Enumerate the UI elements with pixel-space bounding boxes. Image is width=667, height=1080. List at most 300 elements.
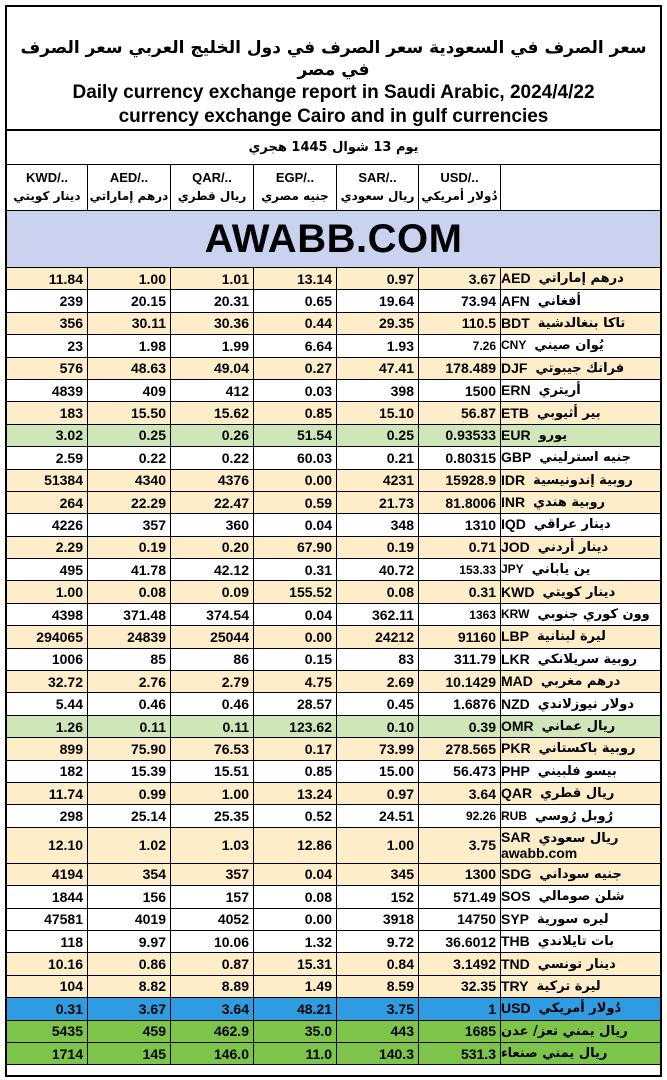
currency-label: [501, 425, 660, 446]
rate-cell-sar: 1.00: [337, 828, 419, 863]
currency-name: روبية باكستاني: [538, 741, 636, 757]
currency-label: [501, 447, 660, 468]
rate-cell-egp: 0.85: [254, 402, 337, 423]
rate-cell-egp: 123.62: [254, 716, 337, 737]
currency-name: تاكا بنغالدشية: [537, 315, 626, 331]
rate-cell-aed: 354: [88, 864, 171, 885]
rate-cell-sar: 24.51: [337, 805, 419, 826]
rate-cell-egp: 35.0: [254, 1021, 337, 1042]
currency-name: يُوان صيني: [534, 338, 604, 354]
currency-label: [501, 693, 660, 714]
rate-row-pkr: [7, 738, 660, 760]
rate-cell-kwd: 2.59: [7, 447, 88, 468]
rate-cell-qar: 462.9: [171, 1021, 254, 1042]
currency-label: [501, 783, 660, 804]
rate-row-kwd: [7, 581, 660, 603]
rate-cell-egp: 60.03: [254, 447, 337, 468]
currency-code: ERN: [501, 382, 531, 399]
rate-cell-usd: 531.3: [419, 1043, 501, 1064]
rate-cell-egp: 0.00: [254, 909, 337, 930]
rates-table-body: [7, 268, 660, 1065]
rate-row-qar: [7, 783, 660, 805]
rate-cell-kwd: 298: [7, 805, 88, 826]
currency-code: SDG: [501, 865, 532, 882]
rate-row-yer-33: [7, 1021, 660, 1043]
rate-cell-usd: 36.6012: [419, 931, 501, 952]
column-header-sar: [337, 165, 419, 210]
currency-label: [501, 290, 660, 311]
rate-cell-qar: 0.87: [171, 953, 254, 974]
currency-name: ريال يمني صنعاء: [501, 1046, 608, 1062]
rate-cell-usd: 32.35: [419, 976, 501, 997]
currency-name: أريتري: [538, 383, 581, 399]
rate-cell-kwd: 183: [7, 402, 88, 423]
rate-cell-qar: 25.35: [171, 805, 254, 826]
rate-cell-aed: 75.90: [88, 738, 171, 759]
column-header-qar: [171, 165, 254, 210]
currency-name: دينار عراقي: [533, 517, 611, 533]
rate-row-syp: [7, 909, 660, 931]
rate-cell-usd: 0.93533: [419, 425, 501, 446]
column-name: ريال قطري: [177, 189, 247, 203]
currency-name: ريال قطري: [540, 786, 615, 802]
rate-cell-egp: 0.15: [254, 649, 337, 670]
rate-cell-sar: 8.59: [337, 976, 419, 997]
rate-cell-egp: 6.64: [254, 335, 337, 356]
rate-cell-sar: 0.97: [337, 268, 419, 289]
currency-code: RUB: [501, 808, 527, 823]
rate-cell-qar: 49.04: [171, 358, 254, 379]
rate-row-ern: [7, 380, 660, 402]
rate-cell-usd: 1310: [419, 514, 501, 535]
currency-label: [501, 313, 660, 334]
currency-name: بير أثيوبي: [537, 405, 601, 421]
rate-cell-usd: 3.67: [419, 268, 501, 289]
rate-cell-qar: 76.53: [171, 738, 254, 759]
rate-cell-sar: 0.19: [337, 537, 419, 558]
rate-cell-kwd: 104: [7, 976, 88, 997]
rate-cell-egp: 0.00: [254, 470, 337, 491]
column-code: QAR/..: [192, 170, 232, 185]
rate-cell-aed: 156: [88, 886, 171, 907]
rate-cell-usd: 91160: [419, 626, 501, 647]
rate-row-inr: [7, 492, 660, 514]
rate-cell-aed: 9.97: [88, 931, 171, 952]
rate-cell-qar: 30.36: [171, 313, 254, 334]
rate-cell-usd: 1685: [419, 1021, 501, 1042]
currency-name: بيسو فلبيني: [537, 763, 617, 779]
rate-cell-aed: 4340: [88, 470, 171, 491]
rate-cell-aed: 357: [88, 514, 171, 535]
currency-code: KWD: [501, 583, 535, 600]
rate-row-iqd: [7, 514, 660, 536]
rate-cell-egp: 0.08: [254, 886, 337, 907]
rate-cell-usd: 3.64: [419, 783, 501, 804]
currency-code: EUR: [501, 426, 531, 443]
column-name: جنيه مصري: [261, 189, 329, 203]
rate-cell-aed: 0.08: [88, 581, 171, 602]
rate-cell-sar: 362.11: [337, 604, 419, 625]
currency-code: TRY: [501, 977, 529, 994]
rate-cell-usd: 15928.9: [419, 470, 501, 491]
currency-label: [501, 402, 660, 423]
rate-cell-egp: 0.17: [254, 738, 337, 759]
rate-cell-sar: 3918: [337, 909, 419, 930]
brand-banner: AWABB.COM: [7, 211, 660, 268]
rate-cell-aed: 0.86: [88, 953, 171, 974]
rate-cell-kwd: 10.16: [7, 953, 88, 974]
rate-cell-usd: 1300: [419, 864, 501, 885]
currency-code: IQD: [501, 516, 526, 533]
rate-cell-qar: 360: [171, 514, 254, 535]
currency-code: JOD: [501, 538, 530, 555]
rate-cell-kwd: 1006: [7, 649, 88, 670]
column-code: USD/..: [440, 170, 479, 185]
rate-cell-qar: 25044: [171, 626, 254, 647]
rate-cell-usd: 56.87: [419, 402, 501, 423]
rate-cell-kwd: 576: [7, 358, 88, 379]
currency-code: SOS: [501, 888, 531, 905]
rate-cell-egp: 15.31: [254, 953, 337, 974]
currency-name: فرانك جيبوتي: [535, 360, 625, 376]
rate-cell-egp: 0.04: [254, 864, 337, 885]
rate-cell-qar: 0.09: [171, 581, 254, 602]
rate-cell-egp: 0.03: [254, 380, 337, 401]
rate-cell-egp: 67.90: [254, 537, 337, 558]
rate-row-sdg: [7, 864, 660, 886]
rate-row-lbp: [7, 626, 660, 648]
rate-cell-aed: 0.99: [88, 783, 171, 804]
rate-cell-kwd: 51384: [7, 470, 88, 491]
column-name: دُولار أمريكي: [421, 189, 498, 203]
rate-cell-aed: 22.29: [88, 492, 171, 513]
currency-label: [501, 716, 660, 737]
rate-cell-usd: 1.6876: [419, 693, 501, 714]
rate-cell-sar: 0.45: [337, 693, 419, 714]
currency-name: شلن صومالي: [538, 889, 625, 905]
rate-cell-qar: 1.99: [171, 335, 254, 356]
rate-row-nzd: [7, 693, 660, 715]
rate-row-afn: [7, 290, 660, 312]
currency-label: [501, 931, 660, 952]
rate-cell-aed: 0.46: [88, 693, 171, 714]
rate-cell-sar: 348: [337, 514, 419, 535]
currency-name: دينار أردني: [537, 539, 609, 555]
currency-code: ETB: [501, 404, 529, 421]
rate-cell-sar: 0.21: [337, 447, 419, 468]
rate-row-lkr: [7, 649, 660, 671]
currency-name: دينار تونسي: [537, 956, 616, 972]
report-title-block: [7, 7, 660, 131]
rate-cell-qar: 2.79: [171, 671, 254, 692]
currency-name: بات تايلاندي: [537, 934, 614, 950]
rate-cell-sar: 3.75: [337, 998, 419, 1019]
currency-name: درهم مغربي: [540, 674, 621, 690]
rate-cell-usd: 81.8006: [419, 492, 501, 513]
currency-code: QAR: [501, 785, 533, 802]
rate-cell-aed: 3.67: [88, 998, 171, 1019]
rate-cell-aed: 20.15: [88, 290, 171, 311]
column-name: دينار كويتي: [13, 189, 81, 203]
rate-cell-sar: 47.41: [337, 358, 419, 379]
rate-cell-kwd: 11.84: [7, 268, 88, 289]
currency-code: USD: [501, 1000, 531, 1017]
rate-cell-kwd: 495: [7, 559, 88, 580]
title-english-line-1: Daily currency exchange report in Saudi Arabic, 2024/4/22: [72, 82, 595, 103]
currency-name: روبية هندي: [533, 495, 606, 511]
rate-cell-qar: 8.89: [171, 976, 254, 997]
rate-cell-aed: 2.76: [88, 671, 171, 692]
rate-row-yer-34: [7, 1043, 660, 1065]
rate-cell-egp: 1.49: [254, 976, 337, 997]
currency-name: يورو: [538, 427, 568, 443]
rate-cell-qar: 15.62: [171, 402, 254, 423]
currency-label: [501, 268, 660, 289]
rate-cell-kwd: 264: [7, 492, 88, 513]
currency-name: أفغاني: [537, 293, 582, 309]
rate-row-bdt: [7, 313, 660, 335]
currency-name: روبية إندونيسية: [533, 472, 633, 488]
rate-cell-usd: 1363: [419, 604, 501, 625]
rate-cell-aed: 41.78: [88, 559, 171, 580]
rate-cell-usd: 0.39: [419, 716, 501, 737]
rate-row-usd: [7, 998, 660, 1020]
rate-cell-egp: 13.24: [254, 783, 337, 804]
currency-label: [501, 828, 660, 863]
rate-cell-sar: 140.3: [337, 1043, 419, 1064]
column-name: درهم إماراتي: [89, 189, 169, 203]
currency-label: [501, 886, 660, 907]
rate-cell-aed: 25.14: [88, 805, 171, 826]
currency-code: PKR: [501, 740, 531, 757]
rate-cell-usd: 3.75: [419, 828, 501, 863]
currency-code: TND: [501, 955, 530, 972]
rate-cell-sar: 0.10: [337, 716, 419, 737]
currency-code: JPY: [501, 562, 524, 577]
rate-cell-sar: 1.93: [337, 335, 419, 356]
rate-cell-sar: 398: [337, 380, 419, 401]
rate-cell-usd: 1500: [419, 380, 501, 401]
rate-cell-qar: 0.22: [171, 447, 254, 468]
title-english-line-2: currency exchange Cairo and in gulf currencies: [118, 106, 549, 127]
currency-label: [501, 514, 660, 535]
rate-cell-egp: 13.14: [254, 268, 337, 289]
rate-cell-usd: 73.94: [419, 290, 501, 311]
currency-name: ليرة لبنانية: [537, 629, 606, 645]
rate-cell-aed: 8.82: [88, 976, 171, 997]
rate-cell-aed: 1.02: [88, 828, 171, 863]
currency-code: KRW: [501, 607, 530, 622]
currency-label: [501, 604, 660, 625]
rate-row-jpy: [7, 559, 660, 581]
rate-row-krw: [7, 604, 660, 626]
rate-cell-egp: 0.27: [254, 358, 337, 379]
rate-cell-usd: 278.565: [419, 738, 501, 759]
rate-cell-kwd: 4839: [7, 380, 88, 401]
rate-row-mad: [7, 671, 660, 693]
currency-name: درهم إماراتي: [538, 271, 624, 287]
rate-row-try: [7, 976, 660, 998]
rate-cell-usd: 92.26: [419, 805, 501, 826]
currency-label: [501, 537, 660, 558]
rate-cell-qar: 4376: [171, 470, 254, 491]
rate-cell-aed: 4019: [88, 909, 171, 930]
rate-cell-kwd: 356: [7, 313, 88, 334]
rate-cell-egp: 4.75: [254, 671, 337, 692]
rate-cell-kwd: 11.74: [7, 783, 88, 804]
rate-cell-qar: 0.46: [171, 693, 254, 714]
rate-cell-sar: 29.35: [337, 313, 419, 334]
rate-row-omr: [7, 716, 660, 738]
rate-row-etb: [7, 402, 660, 424]
column-header-usd: [419, 165, 501, 210]
rate-cell-aed: 145: [88, 1043, 171, 1064]
currency-label: [501, 1043, 660, 1064]
column-name: ريال سعودي: [340, 189, 415, 203]
currency-code: SAR: [501, 828, 531, 845]
rate-cell-usd: 1: [419, 998, 501, 1019]
currency-label: [501, 953, 660, 974]
rate-cell-kwd: 1.00: [7, 581, 88, 602]
rate-cell-usd: 110.5: [419, 313, 501, 334]
currency-label: [501, 738, 660, 759]
rate-row-eur: [7, 425, 660, 447]
exchange-report-sheet: [5, 5, 662, 1077]
rate-cell-qar: 0.26: [171, 425, 254, 446]
currency-label: [501, 358, 660, 379]
rate-cell-egp: 0.65: [254, 290, 337, 311]
currency-name: ريال سعودي: [538, 830, 619, 846]
rate-cell-egp: 0.04: [254, 604, 337, 625]
rate-cell-kwd: 47581: [7, 909, 88, 930]
currency-label: [501, 805, 660, 826]
rate-cell-egp: 155.52: [254, 581, 337, 602]
rate-row-idr: [7, 470, 660, 492]
rate-cell-sar: 83: [337, 649, 419, 670]
column-code: EGP/..: [275, 170, 315, 185]
rate-cell-egp: 11.0: [254, 1043, 337, 1064]
rate-cell-qar: 10.06: [171, 931, 254, 952]
rate-cell-kwd: 1.26: [7, 716, 88, 737]
rate-cell-qar: 0.11: [171, 716, 254, 737]
rate-cell-qar: 22.47: [171, 492, 254, 513]
rate-cell-kwd: 5435: [7, 1021, 88, 1042]
currency-name: روبية سريلانكي: [537, 651, 638, 667]
rate-cell-egp: 0.04: [254, 514, 337, 535]
column-header-egp: [254, 165, 337, 210]
rate-cell-sar: 21.73: [337, 492, 419, 513]
rate-row-jod: [7, 537, 660, 559]
rate-cell-kwd: 2.29: [7, 537, 88, 558]
rate-cell-usd: 153.33: [419, 559, 501, 580]
currency-label: [501, 492, 660, 513]
rate-cell-sar: 152: [337, 886, 419, 907]
currency-name: دينار كويتي: [542, 584, 616, 600]
currency-label: [501, 671, 660, 692]
currency-name: جنيه سوداني: [539, 866, 622, 882]
rate-cell-sar: 73.99: [337, 738, 419, 759]
currency-label: [501, 998, 660, 1019]
rate-cell-sar: 0.25: [337, 425, 419, 446]
rate-cell-qar: 1.00: [171, 783, 254, 804]
currency-name: رُوبل رُوسي: [535, 808, 614, 824]
currency-label: [501, 649, 660, 670]
rate-cell-aed: 371.48: [88, 604, 171, 625]
column-code: KWD/..: [26, 170, 68, 185]
currency-code: LKR: [501, 650, 530, 667]
rate-cell-sar: 15.00: [337, 761, 419, 782]
rate-cell-sar: 15.10: [337, 402, 419, 423]
column-code: SAR/..: [358, 170, 397, 185]
column-code: AED/..: [109, 170, 149, 185]
rate-cell-sar: 19.64: [337, 290, 419, 311]
rate-cell-sar: 0.84: [337, 953, 419, 974]
rate-row-djf: [7, 358, 660, 380]
rate-cell-sar: 0.97: [337, 783, 419, 804]
rate-cell-kwd: 899: [7, 738, 88, 759]
rate-cell-qar: 86: [171, 649, 254, 670]
currency-name: ين ياباني: [531, 562, 591, 578]
rate-cell-egp: 0.44: [254, 313, 337, 334]
rate-cell-qar: 3.64: [171, 998, 254, 1019]
rate-cell-aed: 0.11: [88, 716, 171, 737]
currency-name: جنيه استرليني: [539, 450, 632, 466]
rate-row-tnd: [7, 953, 660, 975]
currency-code: BDT: [501, 314, 530, 331]
currency-code: LBP: [501, 628, 529, 645]
currency-code: MAD: [501, 673, 533, 690]
hijri-date: يوم 13 شوال 1445 هجري: [7, 131, 660, 165]
rate-cell-aed: 15.50: [88, 402, 171, 423]
title-arabic: سعر الصرف في السعودية سعر الصرف في دول الخليج العربي سعر الصرف في مصر: [20, 38, 647, 80]
rate-row-sar: [7, 828, 660, 864]
rate-cell-qar: 412: [171, 380, 254, 401]
rate-row-rub: [7, 805, 660, 827]
rate-cell-sar: 9.72: [337, 931, 419, 952]
currency-code: AED: [501, 270, 531, 287]
rate-cell-kwd: 5.44: [7, 693, 88, 714]
rate-cell-usd: 0.71: [419, 537, 501, 558]
rate-row-thb: [7, 931, 660, 953]
rate-cell-aed: 0.25: [88, 425, 171, 446]
rate-cell-sar: 443: [337, 1021, 419, 1042]
rate-cell-usd: 178.489: [419, 358, 501, 379]
rate-cell-egp: 1.32: [254, 931, 337, 952]
rate-cell-kwd: 4194: [7, 864, 88, 885]
currency-label: [501, 581, 660, 602]
rate-cell-egp: 0.31: [254, 559, 337, 580]
rate-cell-usd: 571.49: [419, 886, 501, 907]
rate-cell-kwd: 239: [7, 290, 88, 311]
currency-name: ليرة تركية: [536, 978, 601, 994]
currency-label: [501, 626, 660, 647]
currency-label: [501, 470, 660, 491]
rate-row-php: [7, 761, 660, 783]
rate-cell-qar: 357: [171, 864, 254, 885]
column-header-aed: [88, 165, 171, 210]
rate-row-aed: [7, 268, 660, 290]
rate-cell-sar: 4231: [337, 470, 419, 491]
rate-cell-kwd: 32.72: [7, 671, 88, 692]
rate-cell-qar: 374.54: [171, 604, 254, 625]
rate-cell-qar: 1.03: [171, 828, 254, 863]
currency-name: ريال يمني تعز/ عدن: [501, 1023, 628, 1039]
rate-cell-qar: 157: [171, 886, 254, 907]
column-header-kwd: [7, 165, 88, 210]
currency-code: OMR: [501, 718, 534, 734]
rate-cell-sar: 24212: [337, 626, 419, 647]
rate-cell-kwd: 1844: [7, 886, 88, 907]
